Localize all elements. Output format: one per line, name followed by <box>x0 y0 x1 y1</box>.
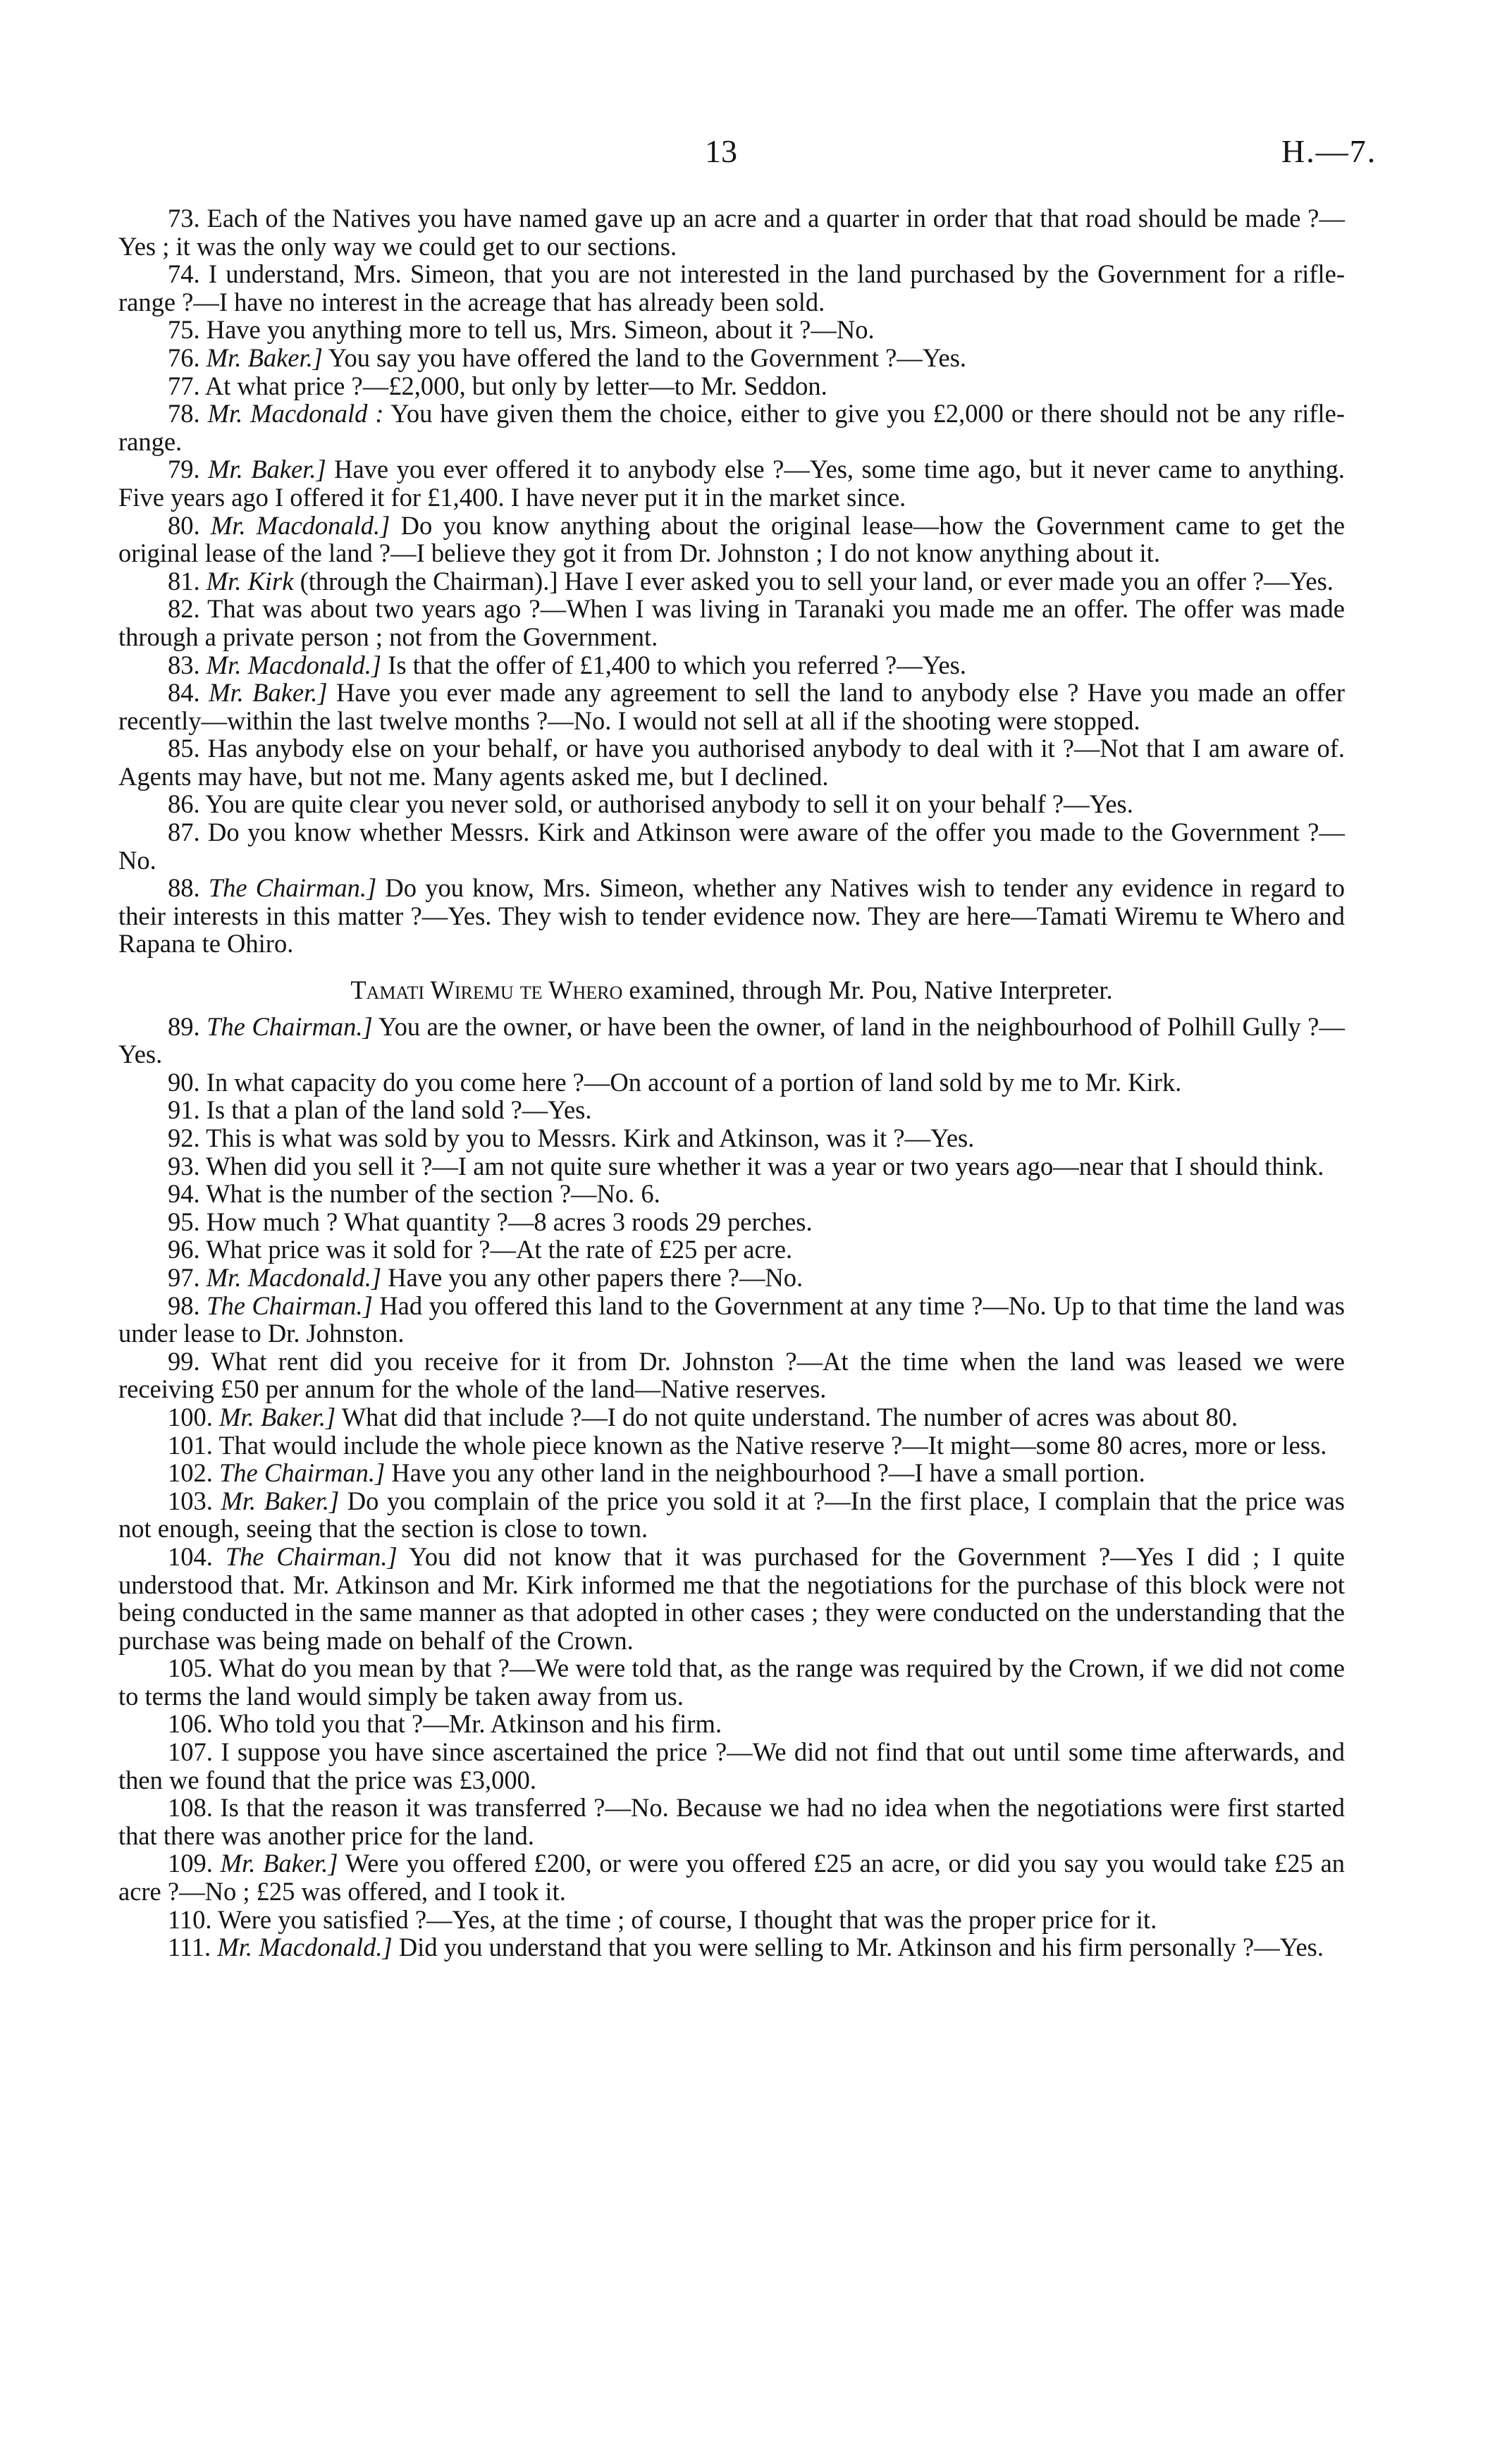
paragraph-text: 94. What is the number of the section ?—No. 6. <box>168 1179 660 1209</box>
paragraph-text: 82. That was about two years ago ?—When I was living in Taranaki you made me an offer. The offer was made through a private person ; not from the Government. <box>118 594 1345 651</box>
paragraph-text: Do you know, Mrs. Simeon, whether any Natives wish to tender any evidence in regard to their interests in this matter ?—Yes. They wish to tender evidence now. They are here—Tamati Wiremu te Whero and Rapana te Ohiro. <box>118 873 1346 959</box>
testimony-paragraph <box>118 316 1345 344</box>
testimony-paragraph <box>118 734 1345 790</box>
testimony-paragraph <box>118 874 1345 958</box>
question-number: 109. <box>168 1849 213 1878</box>
testimony-paragraph <box>118 1654 1345 1710</box>
testimony-paragraph <box>118 372 1345 400</box>
speaker-name: Mr. Macdonald.] <box>206 1262 382 1292</box>
testimony-paragraph <box>118 1068 1345 1097</box>
question-number: 89. <box>168 1011 200 1041</box>
speaker-name: Mr. Baker.] <box>209 678 328 708</box>
paragraph-text: Had you offered this land to the Government at any time ?—No. Up to that time the land was under lease to Dr. Johnston. <box>118 1290 1345 1348</box>
testimony-paragraph <box>118 344 1345 372</box>
question-number: 100. <box>168 1402 213 1431</box>
speaker-name: Mr. Macdonald.] <box>210 510 390 540</box>
testimony-paragraph <box>118 512 1345 567</box>
paragraph-text: 75. Have you anything more to tell us, Mrs. Simeon, about it ?—No. <box>168 315 875 345</box>
paragraph-text: 91. Is that a plan of the land sold ?—Yes. <box>168 1095 592 1125</box>
question-number: 76. <box>168 343 200 372</box>
speaker-name: Mr. Baker.] <box>220 1849 338 1878</box>
paragraph-text: 95. How much ? What quantity ?—8 acres 3 roods 29 perches. <box>168 1207 813 1236</box>
testimony-paragraph <box>118 818 1345 874</box>
paragraph-text: You say you have offered the land to the Government ?—Yes. <box>328 343 967 372</box>
question-number: 84. <box>168 678 200 708</box>
question-number: 97. <box>168 1262 200 1292</box>
speaker-name: Mr. Baker.] <box>219 1402 336 1431</box>
paragraph-text: Have you ever made any agreement to sell the land to anybody else ? Have you made an offer recently—within the last twelve months ?—No. I would not sell at all if the shooting were stopped. <box>118 678 1346 735</box>
paragraph-text: 110. Were you satisfied ?—Yes, at the time ; of course, I thought that was the proper price for it. <box>168 1904 1157 1934</box>
speaker-name: Mr. Kirk <box>206 566 294 596</box>
paragraph-text: Have you any other land in the neighbourhood ?—I have a small portion. <box>391 1458 1145 1488</box>
paragraph-text: What did that include ?—I do not quite understand. The number of acres was about 80. <box>341 1402 1238 1431</box>
speaker-name: The Chairman.] <box>207 1290 373 1320</box>
testimony-paragraph <box>118 400 1345 455</box>
paragraph-text: 99. What rent did you receive for it from Dr. Johnston ?—At the time when the land was leased we were receiving £50 per annum for the whole of the land—Native reserves. <box>118 1346 1345 1404</box>
paragraph-text: You are the owner, or have been the owner, of land in the neighbourhood of Polhill Gully ?—Yes. <box>118 1011 1345 1069</box>
testimony-paragraph <box>118 1543 1345 1654</box>
testimony-paragraph <box>118 260 1345 316</box>
speaker-name: Mr. Baker.] <box>208 455 326 484</box>
testimony-paragraph <box>118 1180 1345 1208</box>
paragraph-text: Have you ever offered it to anybody else ?—Yes, some time ago, but it never came to anything. Five years ago I offered it for £1,400. I have never put it in the market since. <box>118 455 1346 512</box>
paragraph-text: 85. Has anybody else on your behalf, or have you authorised anybody to deal with it ?—Not that I am aware of. Agents may have, but not me. Many agents asked me, but I declined. <box>118 734 1345 791</box>
question-number: 88. <box>168 873 200 903</box>
paragraph-text: You did not know that it was purchased for the Government ?—Yes I did ; I quite understood that. Mr. Atkinson and Mr. Kirk informed me that the negotiations for the purchase of this block were not being conducted in the same manner as that adopted in other cases ; they were conducted on the understanding that the purchase was being made on behalf of the Crown. <box>118 1541 1345 1655</box>
paragraph-text: 77. At what price ?—£2,000, but only by letter—to Mr. Seddon. <box>168 371 827 400</box>
page-number: 13 <box>705 133 737 169</box>
paragraph-text: 90. In what capacity do you come here ?—On account of a portion of land sold by me to Mr. Kirk. <box>168 1067 1182 1097</box>
testimony-paragraph <box>118 1710 1345 1738</box>
speaker-name: The Chairman.] <box>207 1011 373 1041</box>
testimony-paragraph <box>118 1292 1345 1348</box>
speaker-name: The Chairman.] <box>208 873 377 903</box>
question-number: 79. <box>168 455 200 484</box>
paragraph-text: You have given them the choice, either to give you £2,000 or there should not be any rifle-range. <box>118 399 1346 456</box>
paragraph-text: 107. I suppose you have since ascertained the price ?—We did not find that out until some time afterwards, and then we found that the price was £3,000. <box>118 1737 1345 1794</box>
paragraph-text: 96. What price was it sold for ?—At the rate of £25 per acre. <box>168 1235 793 1264</box>
speaker-name: Mr. Macdonald : <box>207 399 384 429</box>
testimony-paragraph <box>118 595 1345 651</box>
witness-heading <box>118 976 1345 1004</box>
paragraph-text: Is that the offer of £1,400 to which you referred ?—Yes. <box>388 650 966 679</box>
question-number: 104. <box>168 1541 213 1571</box>
testimony-paragraph <box>118 1849 1345 1905</box>
testimony-paragraph <box>118 1403 1345 1431</box>
testimony-paragraph <box>118 1124 1345 1152</box>
page-header <box>0 133 1490 175</box>
speaker-name: The Chairman.] <box>225 1541 398 1571</box>
paragraph-text: 106. Who told you that ?—Mr. Atkinson and his firm. <box>168 1709 722 1739</box>
paragraph-text: Were you offered £200, or were you offered £25 an acre, or did you say you would take £25 an acre ?—No ; £25 was offered, and I took it. <box>118 1849 1346 1906</box>
paragraph-text: 93. When did you sell it ?—I am not quite sure whether it was a year or two years ago—near that I should think. <box>168 1151 1324 1181</box>
testimony-paragraph <box>118 790 1345 818</box>
paragraph-text: Have you any other papers there ?—No. <box>388 1262 804 1292</box>
paragraph-text: 86. You are quite clear you never sold, or authorised anybody to sell it on your behalf ?—Yes. <box>168 789 1133 819</box>
paragraph-text: 73. Each of the Natives you have named gave up an acre and a quarter in order that that road should be made ?—Yes ; it was the only way we could get to our sections. <box>118 204 1345 261</box>
question-number: 111. <box>168 1933 211 1962</box>
paragraph-text: examined, through Mr. Pou, Native Interpreter. <box>629 975 1113 1005</box>
testimony-paragraph <box>118 1738 1345 1794</box>
question-number: 103. <box>168 1486 213 1515</box>
question-number: 83. <box>168 650 200 679</box>
testimony-paragraph <box>118 1348 1345 1403</box>
testimony-paragraph <box>118 1236 1345 1264</box>
testimony-paragraph <box>118 1933 1345 1961</box>
testimony-paragraph <box>118 1431 1345 1460</box>
testimony-paragraph <box>118 1264 1345 1292</box>
paragraph-text: 74. I understand, Mrs. Simeon, that you are not interested in the land purchased by the Government for a rifle-range ?—I have no interest in the acreage that has already been sold. <box>118 259 1345 316</box>
paragraph-text: 105. What do you mean by that ?—We were told that, as the range was required by the Crown, if we did not come to terms the land would simply be taken away from us. <box>118 1653 1345 1711</box>
question-number: 102. <box>168 1458 213 1488</box>
paragraph-text: 101. That would include the whole piece known as the Native reserve ?—It might—some 80 acres, more or less. <box>168 1430 1327 1460</box>
question-number: 80. <box>168 510 200 540</box>
question-number: 98. <box>168 1290 200 1320</box>
speaker-name: Mr. Macdonald.] <box>217 1933 393 1962</box>
testimony-paragraph <box>118 455 1345 511</box>
witness-name: Tamati Wiremu te Whero <box>350 975 623 1005</box>
paragraph-text: Do you complain of the price you sold it at ?—In the first place, I complain that the price was not enough, seeing that the section is close to town. <box>118 1486 1346 1544</box>
paragraph-text: 92. This is what was sold by you to Messrs. Kirk and Atkinson, was it ?—Yes. <box>168 1123 975 1152</box>
testimony-paragraph <box>118 204 1345 260</box>
paragraph-text: 87. Do you know whether Messrs. Kirk and Atkinson were aware of the offer you made to the Government ?—No. <box>118 818 1345 875</box>
page-body <box>118 204 1345 1961</box>
question-number: 81. <box>168 566 200 596</box>
testimony-paragraph <box>118 1096 1345 1124</box>
testimony-paragraph <box>118 1906 1345 1934</box>
question-number: 78. <box>168 399 200 429</box>
speaker-name: Mr. Baker.] <box>206 343 323 372</box>
paragraph-text: 108. Is that the reason it was transferred ?—No. Because we had no idea when the negotiations were first started that there was another price for the land. <box>118 1793 1345 1850</box>
paragraph-text: (through the Chairman).] Have I ever asked you to sell your land, or ever made you an offer ?—Yes. <box>300 566 1334 596</box>
testimony-paragraph <box>118 567 1345 596</box>
testimony-paragraph <box>118 679 1345 734</box>
testimony-paragraph <box>118 1208 1345 1236</box>
testimony-paragraph <box>118 1152 1345 1181</box>
paragraph-text: Did you understand that you were selling to Mr. Atkinson and his firm personally ?—Yes. <box>398 1933 1324 1962</box>
testimony-paragraph <box>118 651 1345 679</box>
speaker-name: Mr. Baker.] <box>221 1486 340 1515</box>
testimony-paragraph <box>118 1459 1345 1487</box>
speaker-name: The Chairman.] <box>219 1458 386 1488</box>
page-reference: H.—7. <box>1281 133 1377 169</box>
testimony-paragraph <box>118 1794 1345 1849</box>
testimony-paragraph <box>118 1013 1345 1068</box>
paragraph-text: Do you know anything about the original lease—how the Government came to get the original lease of the land ?—I believe they got it from Dr. Johnston ; I do not know anything about it. <box>118 510 1346 568</box>
testimony-paragraph <box>118 1487 1345 1543</box>
speaker-name: Mr. Macdonald.] <box>206 650 382 679</box>
